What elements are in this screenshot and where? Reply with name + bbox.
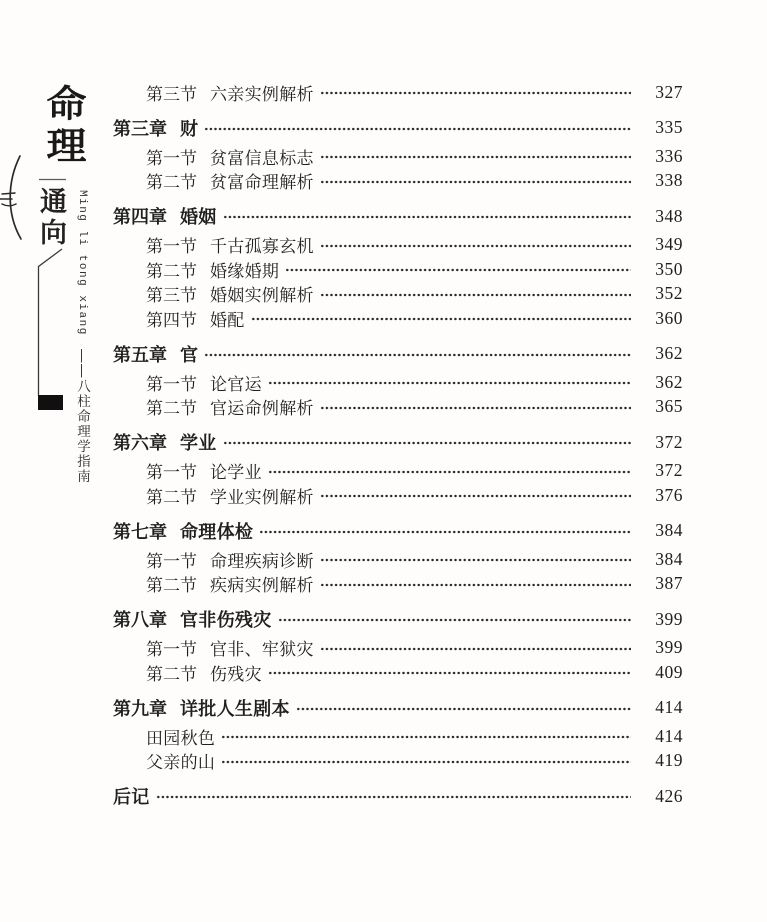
dotted-leader (259, 529, 631, 535)
toc-page-number: 409 (655, 661, 683, 682)
table-of-contents (113, 80, 683, 813)
toc-row (113, 144, 683, 169)
dotted-leader (320, 179, 631, 185)
toc-row (113, 749, 683, 774)
toc-entry-prefix: 第三章 (113, 118, 167, 139)
dotted-leader (204, 352, 631, 358)
toc-entry-prefix: 第三节 (146, 84, 197, 104)
toc-entry-title: 官非伤残灾 (180, 610, 272, 631)
toc-row (113, 636, 683, 661)
dotted-leader (320, 646, 631, 652)
dotted-leader (320, 243, 631, 249)
dotted-leader (204, 126, 631, 132)
toc-row (113, 483, 683, 508)
dotted-leader (268, 469, 631, 475)
dotted-leader (320, 493, 631, 499)
toc-entry-title: 学业 (180, 433, 217, 454)
toc-entry-title: 官非、牢狱灾 (210, 640, 314, 660)
toc-page-number: 362 (655, 371, 683, 392)
toc-page-number: 338 (655, 170, 683, 191)
toc-page-number: 372 (655, 460, 683, 481)
toc-page-number: 349 (655, 234, 683, 255)
toc-entry-prefix: 第四章 (113, 207, 167, 228)
toc-entry-prefix: 第七章 (113, 521, 167, 542)
toc-entry-prefix: 第一节 (146, 463, 197, 483)
toc-entry-title: 官 (180, 344, 199, 365)
toc-entry-prefix: 第四节 (146, 310, 197, 330)
dotted-leader (320, 557, 631, 563)
dotted-leader (320, 405, 631, 411)
toc-row (113, 395, 683, 420)
toc-entry-prefix: 第二节 (146, 576, 197, 596)
dotted-leader (223, 214, 631, 220)
dotted-leader (320, 292, 631, 298)
dotted-leader (285, 267, 631, 273)
toc-row (113, 572, 683, 597)
toc-page-number: 335 (655, 117, 683, 138)
toc-page-number: 426 (655, 785, 683, 806)
toc-entry-title: 田园秋色 (146, 728, 216, 748)
dotted-leader (320, 90, 631, 96)
toc-row (113, 306, 683, 331)
toc-row (113, 696, 683, 721)
toc-entry-title: 财 (180, 118, 199, 139)
toc-entry-prefix: 第三节 (146, 286, 197, 306)
toc-entry-prefix: 第二节 (146, 487, 197, 507)
toc-entry-prefix: 第一节 (146, 374, 197, 394)
toc-page-number: 348 (655, 205, 683, 226)
toc-entry-title: 命理疾病诊断 (210, 551, 314, 571)
toc-entry-title: 论官运 (210, 374, 262, 394)
dotted-leader (156, 794, 631, 800)
toc-row (113, 204, 683, 229)
book-subtitle-vertical: 通向 (36, 187, 66, 249)
toc-entry-prefix: 第一节 (146, 237, 197, 257)
dotted-leader (278, 617, 632, 623)
toc-page-number: 399 (655, 637, 683, 658)
book-title-vertical: 命理 (41, 84, 85, 169)
toc-page-number: 384 (655, 548, 683, 569)
toc-page-number: 360 (655, 307, 683, 328)
spine-black-square (38, 395, 63, 410)
toc-row (113, 519, 683, 544)
dotted-leader (320, 582, 631, 588)
book-tagline-column (72, 190, 92, 484)
toc-entry-prefix: 第九章 (113, 698, 167, 719)
dotted-leader (268, 670, 631, 676)
toc-page-number: 327 (655, 81, 683, 102)
toc-entry-prefix: 第六章 (113, 433, 167, 454)
toc-entry-prefix: 第一节 (146, 551, 197, 571)
toc-row (113, 784, 683, 809)
toc-entry-prefix: 第五章 (113, 344, 167, 365)
arc-flourish-icon (10, 156, 21, 239)
toc-entry-title: 疾病实例解析 (210, 576, 314, 596)
dotted-leader (221, 759, 631, 765)
toc-row (113, 660, 683, 685)
toc-page-number: 350 (655, 258, 683, 279)
toc-entry-title: 贫富信息标志 (210, 148, 314, 168)
flourish-strokes-icon (0, 193, 16, 206)
toc-row (113, 430, 683, 455)
toc-entry-title: 六亲实例解析 (210, 84, 314, 104)
toc-row (113, 342, 683, 367)
toc-row (113, 724, 683, 749)
toc-entry-prefix: 第一节 (146, 148, 197, 168)
toc-row (113, 459, 683, 484)
toc-entry-prefix: 第八章 (113, 610, 167, 631)
dotted-leader (296, 706, 631, 712)
dotted-leader (221, 734, 631, 740)
toc-entry-prefix: 第一节 (146, 640, 197, 660)
toc-entry-prefix: 第二节 (146, 173, 197, 193)
toc-entry-title: 详批人生剧本 (180, 698, 290, 719)
book-title-romanized: Ming li tong xiang (76, 190, 88, 336)
toc-page-number: 419 (655, 750, 683, 771)
toc-page-number: 414 (655, 725, 683, 746)
book-tagline: ——八柱命理学指南 (75, 348, 90, 484)
toc-page-number: 352 (655, 283, 683, 304)
toc-row (113, 547, 683, 572)
toc-page-number: 365 (655, 396, 683, 417)
toc-row (113, 116, 683, 141)
toc-entry-prefix: 第二节 (146, 399, 197, 419)
toc-entry-title: 论学业 (210, 463, 262, 483)
toc-row (113, 370, 683, 395)
toc-page-number: 376 (655, 484, 683, 505)
toc-row (113, 282, 683, 307)
spine-bracket-line (39, 249, 63, 396)
toc-entry-title: 伤残灾 (210, 664, 262, 684)
toc-row (113, 233, 683, 258)
toc-entry-title: 贫富命理解析 (210, 173, 314, 193)
toc-entry-title: 婚姻 (180, 207, 217, 228)
toc-row (113, 257, 683, 282)
toc-entry-title: 婚配 (210, 310, 245, 330)
toc-row (113, 169, 683, 194)
toc-page-number: 372 (655, 431, 683, 452)
toc-entry-title: 官运命例解析 (210, 399, 314, 419)
toc-row (113, 80, 683, 105)
toc-page-number: 414 (655, 697, 683, 718)
toc-entry-title: 千古孤寡玄机 (210, 237, 314, 257)
toc-page-number: 336 (655, 145, 683, 166)
toc-entry-title: 学业实例解析 (210, 487, 314, 507)
toc-entry-title: 命理体检 (180, 521, 254, 542)
toc-entry-title: 婚姻实例解析 (210, 286, 314, 306)
toc-page-number: 362 (655, 343, 683, 364)
toc-page-number: 399 (655, 608, 683, 629)
toc-entry-title: 父亲的山 (146, 753, 216, 773)
dotted-leader (251, 316, 631, 322)
dotted-leader (320, 154, 631, 160)
toc-entry-prefix: 第二节 (146, 261, 197, 281)
toc-page-number: 387 (655, 573, 683, 594)
toc-page-number: 384 (655, 520, 683, 541)
toc-entry-prefix: 第二节 (146, 664, 197, 684)
dotted-leader (223, 440, 631, 446)
toc-entry-title: 婚缘婚期 (210, 261, 280, 281)
toc-entry-title: 后记 (113, 787, 150, 808)
dotted-leader (268, 380, 631, 386)
toc-row (113, 607, 683, 632)
